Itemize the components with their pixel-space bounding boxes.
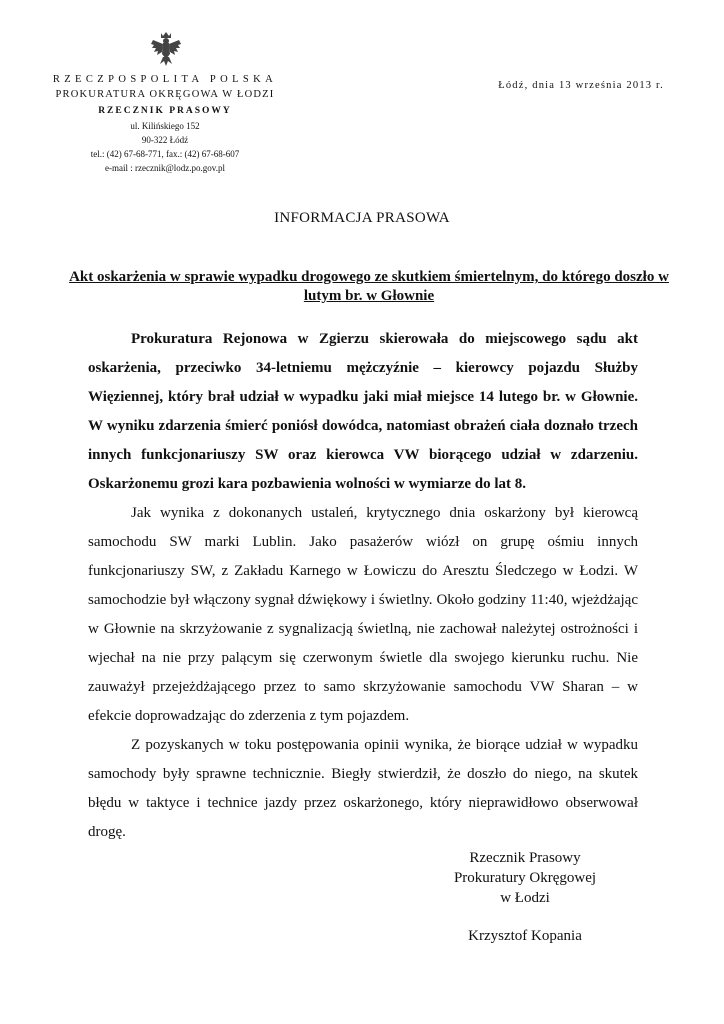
signature-city: w Łodzi — [500, 890, 550, 906]
lead-paragraph: Prokuratura Rejonowa w Zgierzu skierowała do miejscowego sądu akt oskarżenia, przeciwko 34-letniemu mężczyźnie – kierowcy pojazdu Służby Więziennej, który brał udział w wypadku jaki miał miejsce 14 lutego br. w Głownie. W wyniku zdarzenia śmierć poniósł dowódca, natomiast obrażeń ciała doznało trzech innych funkcjonariuszy SW oraz kierowca VW biorącego udział w zdarzeniu. Oskarżonemu grozi kara pozbawienia wolności w wymiarze do lat 8. — [88, 331, 638, 492]
letterhead — [40, 72, 290, 175]
document-date: Łódź, dnia 13 września 2013 r. — [498, 80, 664, 91]
polish-eagle-emblem-icon — [150, 30, 182, 68]
letterhead-street: ul. Kilińskiego 152 — [130, 121, 200, 131]
headline: Akt oskarżenia w sprawie wypadku drogowego ze skutkiem śmiertelnym, do którego doszło w lutym br. w Głownie — [69, 269, 669, 304]
letterhead-phone: tel.: (42) 67-68-771, fax.: (42) 67-68-607 — [90, 149, 240, 159]
letterhead-postal: 90-322 Łódź — [141, 135, 189, 145]
signature-title: Rzecznik Prasowy — [469, 850, 581, 866]
article-body — [88, 325, 638, 847]
signature-block — [420, 848, 630, 946]
signature-name: Krzysztof Kopania — [468, 928, 582, 944]
letterhead-country: RZECZPOSPOLITA POLSKA — [52, 74, 278, 85]
signature-office: Prokuratury Okręgowej — [453, 870, 597, 886]
press-release-title: INFORMACJA PRASOWA — [274, 210, 450, 226]
body-paragraph: Z pozyskanych w toku postępowania opinii wynika, że biorące udział w wypadku samochody były sprawne technicznie. Biegły stwierdził, że doszło do niego, na skutek błędu w taktyce i technice jazdy przez oskarżonego, który nieprawidłowo obserwował drogę. — [88, 737, 638, 840]
letterhead-email: e-mail : rzecznik@lodz.po.gov.pl — [105, 163, 225, 173]
letterhead-department: RZECZNIK PRASOWY — [98, 106, 232, 116]
letterhead-office: PROKURATURA OKRĘGOWA W ŁODZI — [55, 89, 275, 100]
body-paragraph: Jak wynika z dokonanych ustaleń, krytycznego dnia oskarżony był kierowcą samochodu SW marki Lublin. Jako pasażerów wiózł on grupę ośmiu innych funkcjonariuszy SW, z Zakładu Karnego w Łowiczu do Aresztu Śledczego w Łodzi. W samochodzie był włączony sygnał dźwiękowy i świetlny. Około godziny 11:40, wjeżdżając w Głownie na skrzyżowanie z sygnalizacją świetlną, nie zachował należytej ostrożności i wjechał na nie przy palącym się czerwonym świetle dla swojego kierunku ruchu. Nie zauważył przejeżdżającego przez to samo skrzyżowanie samochodu VW Sharan – w efekcie doprowadzając do zderzenia z tym pojazdem. — [88, 505, 638, 724]
